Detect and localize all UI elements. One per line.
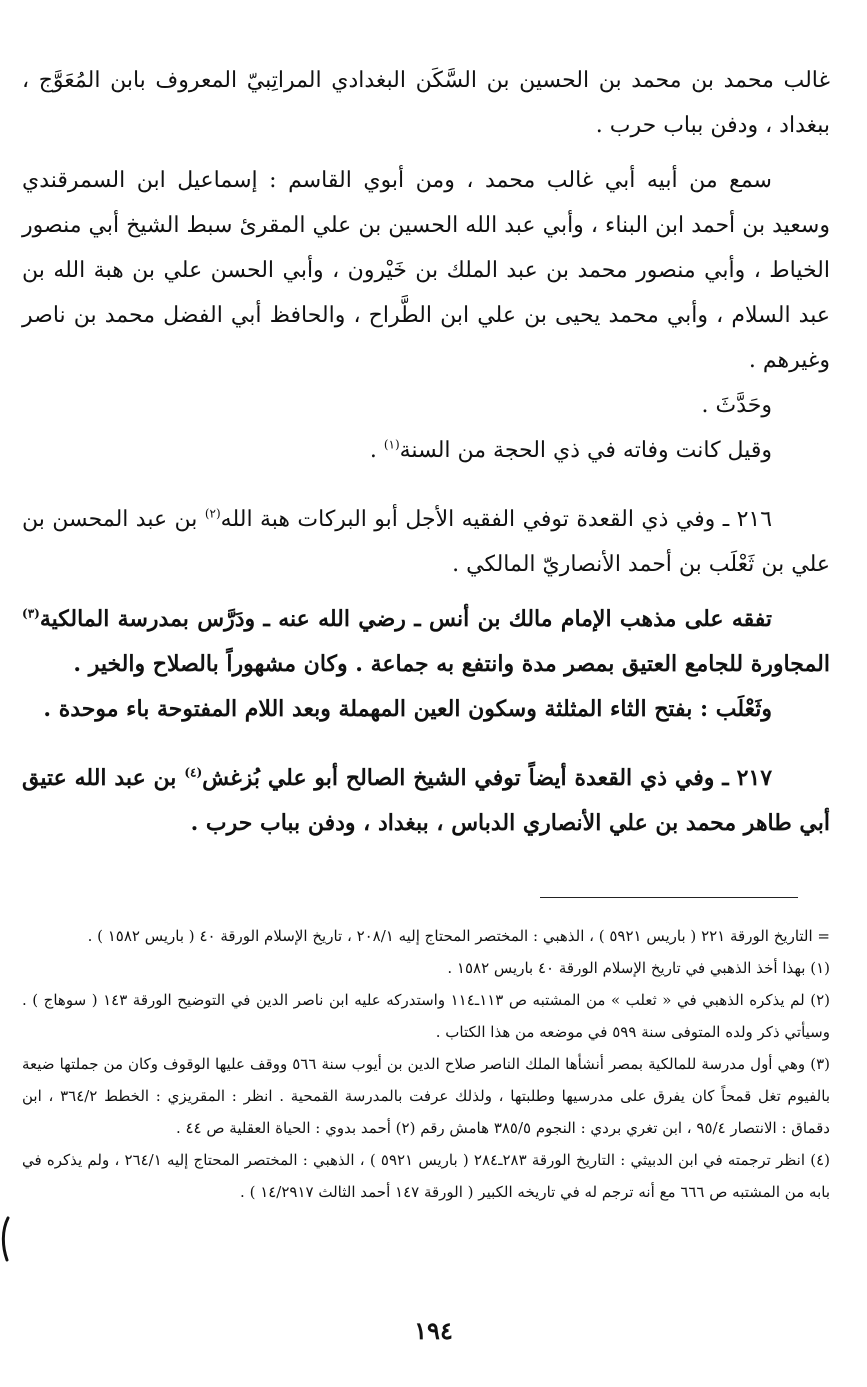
- footnote-ref-3: (٣): [22, 606, 40, 621]
- page-edge-mark: [0, 1216, 12, 1262]
- entry-216-study-text-a: تفقه على مذهب الإمام مالك بن أنس ـ رضي الله عنه ـ ودَرَّس بمدرسة المالكية: [39, 606, 772, 632]
- entry-216-vocalization-paragraph: وثَعْلَب : بفتح الثاء المثلثة وسكون العين المهملة وبعد اللام المفتوحة باء موحدة .: [43, 696, 772, 722]
- footnote-separator: [540, 897, 798, 898]
- footnote-ref-1: (١): [383, 437, 400, 452]
- entry-215-death-paragraph: [22, 428, 830, 473]
- entry-217-text-a: ٢١٧ ـ وفي ذي القعدة أيضاً توفي الشيخ الصالح أبو علي بُزغش: [202, 765, 773, 791]
- entry-215-name-paragraph: غالب محمد بن محمد بن الحسين بن السَّكَن البغدادي المراتِبيّ المعروف بابن المُعَوَّج ، ببغداد ، ودفن بباب حرب .: [22, 68, 830, 138]
- entry-217-text-b: بن عبد الله عتيق أبي طاهر محمد بن علي الأنصاري الدباس ، ببغداد ، ودفن بباب حرب .: [22, 765, 830, 836]
- entry-215-narrated-paragraph: وحَدَّثَ .: [701, 393, 772, 418]
- footnote-3: (٣) وهي أول مدرسة للمالكية بمصر أنشأها الملك الناصر صلاح الدين بن أيوب سنة ٥٦٦ ووقف عليها الوقوف وكان من جملتها ضيعة بالفيوم تغل قمحاً كان يفرق على مدرسيها وطلبتها ، ولذلك عرفت بالمدرسة القمحية . انظر : المقريزي : الخطط ٣٦٤/٢ ، ابن دقماق : الانتصار ٩٥/٤ ، ابن تغري بردي : النجوم ٣٨٥/٥ هامش رقم (٢) أحمد بدوي : الحياة العقلية ص ٤٤ .: [22, 1055, 830, 1137]
- footnote-2: (٢) لم يذكره الذهبي في « ثعلب » من المشتبه ص ١١٣ـ١١٤ واستدركه عليه ابن ناصر الدين في التوضيح الورقة ١٤٣ ( سوهاج ) . وسيأتي ذكر ولده المتوفى سنة ٥٩٩ في موضعه من هذا الكتاب .: [22, 991, 830, 1041]
- entry-215-death-end: .: [369, 438, 384, 463]
- page-number: ١٩٤: [414, 1316, 453, 1345]
- main-text: [22, 58, 830, 846]
- entry-215-teachers-paragraph: سمع من أبيه أبي غالب محمد ، ومن أبوي القاسم : إسماعيل ابن السمرقندي وسعيد بن أحمد ابن البناء ، وأبي عبد الله الحسين بن علي المقرئ سبط الشيخ أبي منصور الخياط ، وأبي منصور محمد بن عبد الملك بن خَيْرون ، وأبي الحسن علي بن هبة الله بن عبد السلام ، وأبي محمد يحيى بن علي ابن الطَّراح ، والحافظ أبي الفضل محمد بن ناصر وغيرهم .: [22, 168, 830, 373]
- footnote-continued: = التاريخ الورقة ٢٢١ ( باريس ٥٩٢١ ) ، الذهبي : المختصر المحتاج إليه ٢٠٨/١ ، تاريخ الإسلام الورقة ٤٠ ( باريس ١٥٨٢ ) .: [87, 927, 830, 945]
- footnote-4: (٤) انظر ترجمته في ابن الدبيثي : التاريخ الورقة ٢٨٣ـ٢٨٤ ( باريس ٥٩٢١ ) ، الذهبي : المختصر المحتاج إليه ٢٦٤/١ ، ولم يذكره في بابه من المشتبه ص ٦٦٦ مع أنه ترجم له في تاريخه الكبير ( الورقة ١٤٧ أحمد الثالث ١٤/٢٩١٧ ) .: [22, 1151, 830, 1201]
- entry-216-text-a: ٢١٦ ـ وفي ذي القعدة توفي الفقيه الأجل أبو البركات هبة الله: [220, 507, 773, 532]
- footnote-ref-2: (٢): [204, 506, 221, 521]
- entry-215-death-text: وقيل كانت وفاته في ذي الحجة من السنة: [399, 438, 772, 463]
- entry-217-paragraph: [22, 756, 830, 846]
- footnote-ref-4: (٤): [184, 765, 203, 780]
- entry-216-study-paragraph: [22, 597, 830, 687]
- footnotes: [22, 920, 830, 1208]
- entry-216-text-b: بن عبد المحسن بن علي بن ثَعْلَب بن أحمد الأنصاريّ المالكي .: [22, 507, 830, 577]
- footnote-1: (١) بهذا أخذ الذهبي في تاريخ الإسلام الورقة ٤٠ باريس ١٥٨٢ .: [447, 959, 830, 977]
- entry-216-study-text-b: المجاورة للجامع العتيق بمصر مدة وانتفع به جماعة . وكان مشهوراً بالصلاح والخير .: [73, 651, 830, 677]
- entry-216-heading-paragraph: [22, 497, 830, 587]
